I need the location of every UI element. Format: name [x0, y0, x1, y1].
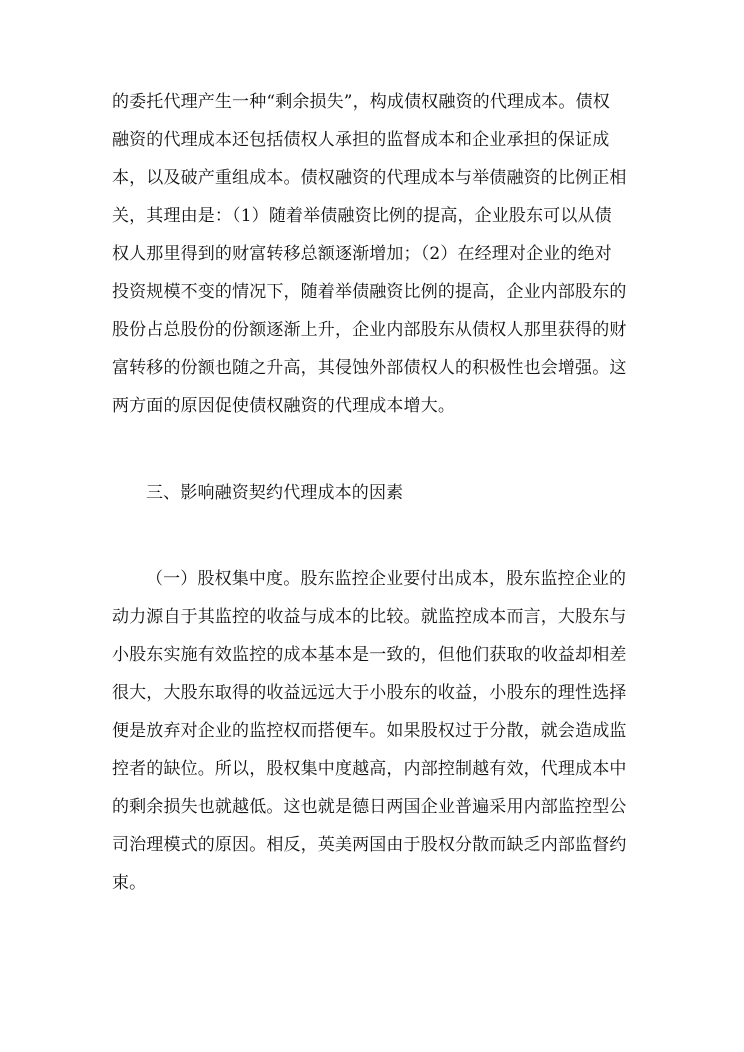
text-line: 富转移的份额也随之升高，其侵蚀外部债权人的积极性也会增强。这	[112, 358, 627, 378]
text-line: 两方面的原因促使债权融资的代理成本增大。	[112, 396, 455, 416]
text-line: 的委托代理产生一种“剩余损失”，构成债权融资的代理成本。债权	[112, 92, 610, 112]
text-line: 控者的缺位。所以，股权集中度越高，内部控制越有效，代理成本中	[112, 759, 627, 779]
text-line: （一）股权集中度。股东监控企业要付出成本，股东监控企业的	[146, 569, 627, 589]
text-line: 权人那里得到的财富转移总额逐渐增加；（2）在经理对企业的绝对	[112, 244, 612, 264]
text-line: 投资规模不变的情况下，随着举债融资比例的提高，企业内部股东的	[112, 282, 627, 302]
section-heading: 三、影响融资契约代理成本的因素	[146, 483, 404, 503]
text-line: 本，以及破产重组成本。债权融资的代理成本与举债融资的比例正相	[112, 168, 627, 188]
text-line: 股份占总股份的份额逐渐上升，企业内部股东从债权人那里获得的财	[112, 320, 627, 340]
text-line: 很大，大股东取得的收益远远大于小股东的收益，小股东的理性选择	[112, 683, 627, 703]
text-line: 关，其理由是：（1）随着举债融资比例的提高，企业股东可以从债	[112, 206, 612, 226]
text-line: 司治理模式的原因。相反，英美两国由于股权分散而缺乏内部监督约	[112, 835, 627, 855]
text-line: 束。	[112, 873, 147, 893]
text-line: 的剩余损失也就越低。这也就是德日两国企业普遍采用内部监控型公	[112, 797, 627, 817]
text-line: 便是放弃对企业的监控权而搭便车。如果股权过于分散，就会造成监	[112, 721, 627, 741]
text-line: 动力源自于其监控的收益与成本的比较。就监控成本而言，大股东与	[112, 607, 627, 627]
text-line: 融资的代理成本还包括债权人承担的监督成本和企业承担的保证成	[112, 130, 610, 150]
text-line: 小股东实施有效监控的成本基本是一致的，但他们获取的收益却相差	[112, 645, 627, 665]
